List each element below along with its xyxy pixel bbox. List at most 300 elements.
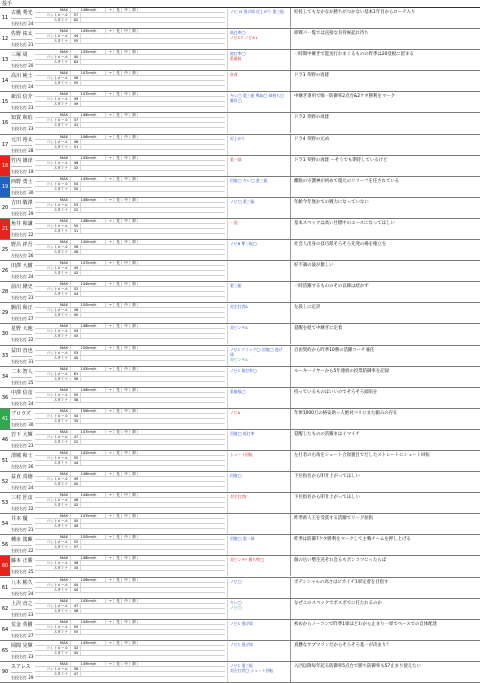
- handedness-text: 右投右打: [11, 147, 27, 153]
- role-middle: 中: [122, 535, 130, 539]
- handedness-text: 右投右打: [11, 442, 27, 448]
- max-velocity: 146km/h: [71, 388, 106, 392]
- stat-line-stamina: [35, 292, 225, 297]
- stat-line-stamina: [35, 440, 225, 445]
- ability-notes: [227, 136, 285, 155]
- stamina-label: スタミナ: [35, 166, 71, 170]
- player-cell: [11, 113, 32, 134]
- ability-tag: 低打率◯: [230, 30, 246, 36]
- arrow-glyph: →: [106, 409, 114, 413]
- uniform-number: 15: [1, 99, 9, 106]
- arrow-glyph: →: [106, 641, 114, 645]
- max-velocity: 146km/h: [71, 113, 106, 117]
- role-starter: 先: [114, 535, 122, 539]
- stamina-value: 44: [71, 461, 81, 465]
- table-row: [0, 556, 480, 577]
- stat-line-stamina: [35, 187, 225, 192]
- stat-grid: [35, 261, 225, 281]
- arrow-glyph: →: [106, 71, 114, 75]
- player-age: 22: [28, 506, 34, 512]
- control-label: コントロール: [35, 245, 71, 249]
- player-name: 高川 純士: [11, 71, 32, 82]
- role-closer: 抑: [130, 50, 138, 54]
- uniform-number: 29: [1, 310, 9, 317]
- player-name: 佐野 祐太: [11, 29, 32, 40]
- role-starter: 先: [114, 472, 122, 476]
- player-comment: ドラ1 草野の再建: [290, 71, 478, 91]
- uniform-number: 17: [1, 141, 9, 148]
- role-closer: 抑: [130, 514, 138, 518]
- uniform-number: 28: [1, 289, 9, 296]
- player-cell: [11, 92, 32, 113]
- table-row: [0, 620, 480, 641]
- player-age: 26: [28, 253, 34, 259]
- ability-notes: [227, 389, 285, 408]
- role-closer: 抑: [130, 556, 138, 560]
- player-name: 八木 彬久: [11, 578, 32, 589]
- control-label: コントロール: [35, 625, 71, 629]
- role-middle: 中: [122, 451, 130, 455]
- player-cell: [11, 641, 32, 662]
- stat-grid: [35, 177, 225, 197]
- arrow-glyph: →: [106, 156, 114, 160]
- ability-tag: ノビA: [230, 409, 241, 415]
- ability-tag: 重三振: [230, 283, 242, 289]
- max-label: MAX: [35, 156, 71, 160]
- stamina-value: 32: [71, 166, 81, 170]
- stamina-label: スタミナ: [35, 334, 71, 338]
- control-value: 56: [71, 245, 81, 249]
- ability-tag: ノビC 低打率◯: [230, 367, 258, 373]
- table-row: [0, 451, 480, 472]
- control-label: コントロール: [35, 266, 71, 270]
- max-label: MAX: [35, 578, 71, 582]
- player-handedness: [11, 652, 32, 662]
- stamina-label: スタミナ: [35, 398, 71, 402]
- stat-grid: [35, 493, 225, 513]
- role-middle: 中: [122, 346, 130, 350]
- role-middle: 中: [122, 578, 130, 582]
- player-comment: 左殺しに定評: [290, 303, 478, 323]
- player-age: 25: [28, 569, 34, 575]
- arrow-glyph: →: [106, 113, 114, 117]
- player-age: 24: [28, 590, 34, 596]
- role-closer: 抑: [130, 451, 138, 455]
- uniform-number: 34: [1, 373, 9, 380]
- stat-grid: [35, 472, 225, 492]
- stat-line-stamina: [35, 123, 225, 128]
- table-row: [0, 198, 480, 219]
- stat-line-stamina: [35, 461, 225, 466]
- role-starter: 先: [114, 556, 122, 560]
- role-closer: 抑: [130, 303, 138, 307]
- player-cell: [11, 240, 32, 261]
- stamina-label: スタミナ: [35, 377, 71, 381]
- player-handedness: [11, 209, 32, 219]
- max-label: MAX: [35, 50, 71, 54]
- stat-grid: [35, 535, 225, 555]
- player-handedness: [11, 19, 32, 29]
- stamina-value: 48: [71, 250, 81, 254]
- ability-notes: [227, 347, 285, 366]
- arrow-glyph: →: [106, 240, 114, 244]
- player-age: 22: [28, 231, 34, 237]
- control-label: コントロール: [35, 76, 71, 80]
- max-label: MAX: [35, 71, 71, 75]
- stamina-label: スタミナ: [35, 250, 71, 254]
- role-starter: 先: [114, 135, 122, 139]
- control-label: コントロール: [35, 393, 71, 397]
- role-middle: 中: [122, 8, 130, 12]
- ability-notes: [227, 579, 285, 598]
- stat-line-stamina: [35, 39, 225, 44]
- max-velocity: 149km/h: [71, 662, 106, 666]
- max-velocity: 146km/h: [71, 198, 106, 202]
- player-age: 26: [28, 463, 34, 469]
- role-closer: 抑: [130, 472, 138, 476]
- player-name: 井本 優: [11, 514, 32, 525]
- player-handedness: [11, 335, 32, 345]
- stamina-value: 49: [71, 524, 81, 528]
- ability-notes: [227, 304, 285, 323]
- arrow-glyph: →: [106, 135, 114, 139]
- control-value: 44: [71, 34, 81, 38]
- stat-grid: [35, 71, 225, 91]
- control-label: コントロール: [35, 351, 71, 355]
- player-cell: [11, 156, 32, 177]
- max-velocity: 150km/h: [71, 303, 106, 307]
- player-name: 種市 篤暉: [11, 535, 32, 546]
- player-cell: [11, 430, 32, 451]
- ability-tag: ノビ◯: [230, 604, 242, 610]
- player-cell: [11, 388, 32, 409]
- handedness-text: 右投右打: [11, 84, 27, 90]
- role-starter: 先: [114, 92, 122, 96]
- player-handedness: [11, 146, 32, 156]
- max-velocity: 142km/h: [71, 451, 106, 455]
- ability-notes: [227, 600, 285, 619]
- player-handedness: [11, 61, 32, 71]
- player-cell: [11, 620, 32, 641]
- role-closer: 抑: [130, 493, 138, 497]
- player-age: 30: [28, 189, 34, 195]
- stamina-value: 35: [71, 419, 81, 423]
- arrow-glyph: →: [106, 493, 114, 497]
- stamina-value: 45: [71, 334, 81, 338]
- control-label: コントロール: [35, 414, 71, 418]
- max-velocity: 146km/h: [71, 578, 106, 582]
- player-comment: 年俸1000万の格安助っ人絶対パリにまた頼みの存在: [290, 409, 478, 429]
- ability-notes: [227, 72, 285, 91]
- handedness-text: 右投右打: [11, 421, 27, 427]
- stat-grid: [35, 641, 225, 661]
- ability-tag: ノビ Ⅰ3 逃げ球 尻上がり 重三振: [230, 9, 284, 14]
- ability-tag: ノビ◯ 重三振: [230, 198, 255, 204]
- uniform-number: 30: [1, 331, 9, 338]
- table-row: [0, 388, 480, 409]
- player-handedness: [11, 462, 32, 472]
- max-velocity: 145km/h: [71, 177, 106, 181]
- handedness-text: 右投右打: [11, 632, 27, 638]
- control-label: コントロール: [35, 203, 71, 207]
- player-comment: 基本スペックは高い目標中のエースになってほしい: [290, 219, 478, 239]
- player-comment: 社会人出身の技巧派そろそろ先発の場を確立を: [290, 240, 478, 260]
- stat-grid: [35, 599, 225, 619]
- role-starter: 先: [114, 71, 122, 75]
- player-comment: ルーキーイヤーから5年連続の投票防御率を記録: [290, 367, 478, 387]
- stamina-label: スタミナ: [35, 123, 71, 127]
- player-cell: [11, 261, 32, 282]
- stamina-label: スタミナ: [35, 39, 71, 43]
- arrow-glyph: →: [106, 367, 114, 371]
- control-value: 44: [71, 414, 81, 418]
- arrow-glyph: →: [106, 599, 114, 603]
- player-name: 知賀 和伯: [11, 113, 32, 124]
- table-row: [0, 156, 480, 177]
- role-closer: 抑: [130, 219, 138, 223]
- arrow-glyph: →: [106, 388, 114, 392]
- max-velocity: 145km/h: [71, 156, 106, 160]
- uniform-number: 62: [1, 605, 9, 612]
- stat-line-stamina: [35, 503, 225, 508]
- role-starter: 先: [114, 29, 122, 33]
- stat-line-stamina: [35, 166, 225, 171]
- ability-notes: [227, 452, 285, 471]
- player-handedness: [11, 673, 32, 683]
- control-label: コントロール: [35, 519, 71, 523]
- max-velocity: 145km/h: [71, 367, 106, 371]
- handedness-text: 右投右打: [11, 611, 27, 617]
- player-cell: [11, 135, 32, 156]
- ability-tag: 負荷: [230, 72, 238, 78]
- handedness-text: 右投右打: [11, 316, 27, 322]
- ability-tag: キレ◯ 重三振 奪取◯ 球持ち◯ 勝負◯: [230, 93, 285, 104]
- player-cell: [11, 535, 32, 556]
- stat-grid: [35, 92, 225, 112]
- ability-notes: [227, 9, 285, 28]
- role-middle: 中: [122, 135, 130, 139]
- ability-tag: 回復◯: [230, 473, 242, 479]
- handedness-text: 右投右打: [11, 485, 27, 491]
- max-label: MAX: [35, 261, 71, 265]
- stat-line-stamina: [35, 356, 225, 361]
- role-starter: 先: [114, 367, 122, 371]
- player-name: 吉田 敬澤: [11, 198, 32, 209]
- table-row: [0, 493, 480, 514]
- stamina-label: スタミナ: [35, 482, 71, 486]
- role-middle: 中: [122, 240, 130, 244]
- ability-tag: 対ピンチF 勝ち特◯: [230, 557, 265, 563]
- arrow-glyph: →: [106, 535, 114, 539]
- player-cell: [11, 50, 32, 71]
- role-starter: 先: [114, 303, 122, 307]
- max-label: MAX: [35, 346, 71, 350]
- stamina-value: 49: [71, 102, 81, 106]
- control-label: コントロール: [35, 55, 71, 59]
- control-label: コントロール: [35, 583, 71, 587]
- table-row: [0, 219, 480, 240]
- ability-notes: [227, 325, 285, 344]
- ability-notes: [227, 51, 285, 70]
- control-value: 58: [71, 76, 81, 80]
- ability-tag: 重量級◯: [230, 388, 246, 394]
- stat-line-stamina: [35, 566, 225, 571]
- max-velocity: 146km/h: [71, 8, 106, 12]
- uniform-number: 46: [1, 436, 9, 443]
- role-middle: 中: [122, 472, 130, 476]
- role-middle: 中: [122, 493, 130, 497]
- player-name: 野呂 祥吾: [11, 240, 32, 251]
- ability-tag: キレ◯: [230, 599, 242, 605]
- uniform-number: 41: [0, 409, 10, 429]
- control-label: コントロール: [35, 308, 71, 312]
- stamina-label: スタミナ: [35, 630, 71, 634]
- player-name: 岡間 晃輝: [11, 641, 32, 652]
- arrow-glyph: →: [106, 92, 114, 96]
- role-starter: 先: [114, 324, 122, 328]
- ability-notes: [227, 368, 285, 387]
- stamina-value: 41: [71, 123, 81, 127]
- stamina-label: スタミナ: [35, 81, 71, 85]
- uniform-number: 54: [1, 521, 9, 528]
- player-handedness: [11, 230, 32, 240]
- handedness-text: 右投右打: [11, 337, 27, 343]
- max-label: MAX: [35, 662, 71, 666]
- stamina-label: スタミナ: [35, 440, 71, 444]
- stamina-value: 63: [71, 60, 81, 64]
- role-starter: 先: [114, 8, 122, 12]
- role-middle: 中: [122, 50, 130, 54]
- role-closer: 抑: [130, 113, 138, 117]
- handedness-text: 右投右打: [11, 189, 27, 195]
- player-comment: 昨季は防御7ケタ勝利をマークして主戦チームを押し上げる: [290, 535, 478, 555]
- player-cell: [11, 29, 32, 50]
- role-closer: 抑: [130, 641, 138, 645]
- ability-notes: [227, 642, 285, 661]
- uniform-number: 25: [1, 247, 9, 254]
- role-closer: 抑: [130, 240, 138, 244]
- max-label: MAX: [35, 367, 71, 371]
- role-closer: 抑: [130, 620, 138, 624]
- control-label: コントロール: [35, 182, 71, 186]
- player-comment: 好不調の波が激しい: [290, 261, 478, 281]
- stamina-value: 38: [71, 398, 81, 402]
- handedness-text: 右投右打: [11, 231, 27, 237]
- player-age: 19: [28, 168, 34, 174]
- max-velocity: 150km/h: [71, 346, 106, 350]
- player-handedness: [11, 504, 32, 514]
- max-label: MAX: [35, 409, 71, 413]
- ability-tag: 回復◯ キレ◯ 重三振: [230, 177, 268, 183]
- stat-line-stamina: [35, 250, 225, 255]
- max-velocity: 148km/h: [71, 556, 106, 560]
- stamina-label: スタミナ: [35, 208, 71, 212]
- role-closer: 抑: [130, 324, 138, 328]
- stamina-value: 44: [71, 292, 81, 296]
- player-comment: 昨季新人王を受賞する活躍でリーグ屈指: [290, 514, 478, 534]
- player-name: 駒沼 和正: [11, 303, 32, 314]
- player-age: 27: [28, 632, 34, 638]
- ability-notes: [227, 30, 285, 49]
- player-comment: 自由契約から昨季10勝の活躍コーチ兼任: [290, 346, 478, 366]
- handedness-text: 右投右打: [11, 590, 27, 596]
- table-row: [0, 8, 480, 29]
- stat-line-stamina: [35, 208, 225, 213]
- player-age: 21: [28, 42, 34, 48]
- handedness-text: 右投右打: [11, 210, 27, 216]
- max-label: MAX: [35, 472, 71, 476]
- player-name: 元川 裕太: [11, 135, 32, 146]
- player-cell: [11, 662, 32, 683]
- max-label: MAX: [35, 430, 71, 434]
- uniform-number: 14: [1, 78, 9, 85]
- stat-line-stamina: [35, 102, 225, 107]
- control-value: 46: [71, 140, 81, 144]
- player-cell: [11, 599, 32, 620]
- player-handedness: [11, 357, 32, 367]
- control-value: 52: [71, 540, 81, 544]
- ability-tag: 対ピンチA: [230, 325, 248, 331]
- stamina-value: 58: [71, 377, 81, 381]
- ability-tag: 尻上がり: [230, 135, 246, 141]
- role-closer: 抑: [130, 8, 138, 12]
- player-name: 上沢 直之: [11, 599, 32, 610]
- stat-grid: [35, 50, 225, 70]
- role-starter: 先: [114, 620, 122, 624]
- player-comment: 中継ぎ専用で唯一防御率2点台&2ケタ勝利をマーク: [290, 92, 478, 112]
- control-value: 54: [71, 182, 81, 186]
- control-label: コントロール: [35, 118, 71, 122]
- role-middle: 中: [122, 113, 130, 117]
- role-middle: 中: [122, 620, 130, 624]
- control-label: コントロール: [35, 329, 71, 333]
- ability-notes: [227, 283, 285, 302]
- arrow-glyph: →: [106, 514, 114, 518]
- stamina-label: スタミナ: [35, 524, 71, 528]
- stat-line-stamina: [35, 398, 225, 403]
- stamina-value: 55: [71, 630, 81, 634]
- control-value: 45: [71, 519, 81, 523]
- control-value: 40: [71, 55, 81, 59]
- ability-tag: ノビ◯: [230, 578, 242, 584]
- role-starter: 先: [114, 578, 122, 582]
- role-closer: 抑: [130, 92, 138, 96]
- role-middle: 中: [122, 409, 130, 413]
- max-velocity: 150km/h: [71, 535, 106, 539]
- uniform-number: 53: [1, 500, 9, 507]
- player-comment: 個の込い勢生送それ会るもポンコツにったらば: [290, 556, 478, 576]
- max-label: MAX: [35, 641, 71, 645]
- role-closer: 抑: [130, 177, 138, 181]
- role-starter: 先: [114, 219, 122, 223]
- max-label: MAX: [35, 324, 71, 328]
- player-age: 23: [28, 126, 34, 132]
- handedness-text: 右投右打: [11, 506, 27, 512]
- max-label: MAX: [35, 177, 71, 181]
- player-age: 31: [28, 358, 34, 364]
- uniform-number: 11: [1, 15, 9, 21]
- ability-notes: [227, 114, 285, 133]
- handedness-text: 右投右打: [11, 527, 27, 533]
- stat-line-stamina: [35, 482, 225, 487]
- ability-tag: ノビC 逃げ球: [230, 641, 253, 647]
- max-velocity: 148km/h: [71, 324, 106, 328]
- ability-notes: [227, 515, 285, 534]
- stat-grid: [35, 346, 225, 366]
- control-value: 50: [71, 393, 81, 397]
- ability-tag: ノビC 重三振: [230, 662, 253, 668]
- player-name: スアレス: [11, 662, 32, 673]
